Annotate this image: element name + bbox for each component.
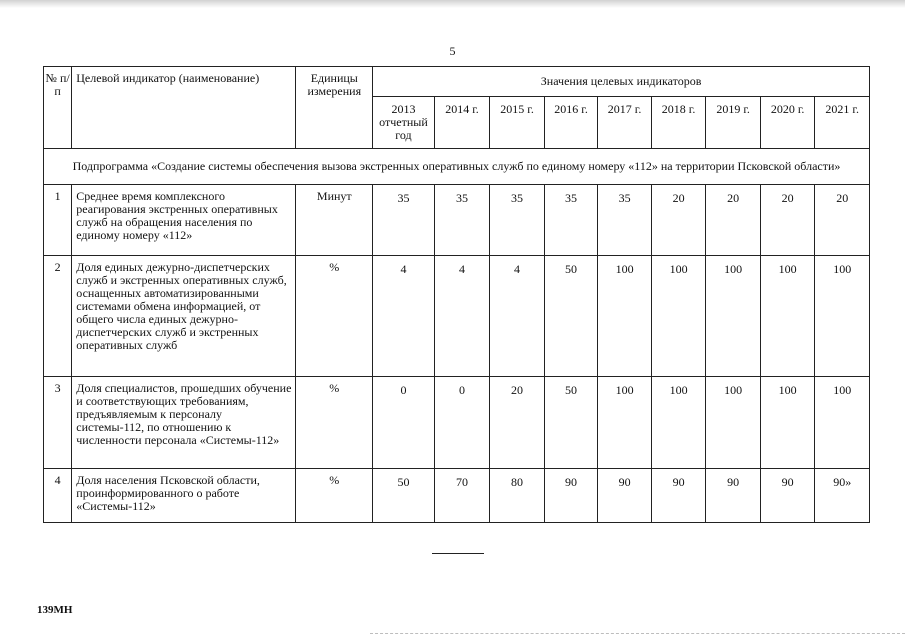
row-value: 100 — [651, 377, 706, 469]
row-value: 20 — [651, 185, 706, 256]
header-year: 2019 г. — [706, 97, 761, 149]
header-values-group: Значения целевых индикаторов — [373, 67, 870, 97]
header-num: № п/п — [44, 67, 72, 149]
row-value: 20 — [760, 185, 815, 256]
document-code: 139МН — [37, 604, 73, 616]
page-number: 5 — [449, 44, 456, 58]
header-year: 2016 г. — [544, 97, 598, 149]
row-unit: % — [296, 256, 373, 377]
header-year: 2021 г. — [815, 97, 870, 149]
header-year: 2015 г. — [490, 97, 545, 149]
header-year: 2017 г. — [598, 97, 652, 149]
row-unit: % — [296, 377, 373, 469]
scan-edge-top — [0, 0, 905, 8]
row-value: 100 — [815, 256, 870, 377]
closing-rule — [432, 553, 484, 554]
scan-edge-bottom — [370, 633, 905, 634]
row-value: 100 — [598, 377, 652, 469]
row-value: 4 — [373, 256, 435, 377]
table-row — [44, 256, 870, 377]
row-value: 35 — [434, 185, 490, 256]
header-row-top — [44, 67, 870, 97]
row-indicator-name: Доля единых дежурно-диспетчерских служб и экстренных оперативных служб, оснащенных автоматизированными системами обмена информацией, от общего числа единых дежурно-диспетчерских служб и экстренных оперативных служб — [72, 256, 296, 377]
row-value: 70 — [434, 469, 490, 523]
row-value: 90» — [815, 469, 870, 523]
row-value: 80 — [490, 469, 545, 523]
row-value: 100 — [760, 256, 815, 377]
subprogram-title: Подпрограмма «Создание системы обеспечения вызова экстренных оперативных служб по единому номеру «112» на территории Псковской области» — [44, 149, 870, 185]
row-value: 100 — [706, 256, 761, 377]
row-value: 90 — [760, 469, 815, 523]
row-value: 100 — [760, 377, 815, 469]
table-row — [44, 377, 870, 469]
row-num: 3 — [44, 377, 72, 469]
row-indicator-name: Среднее время комплексного реагирования экстренных оперативных служб на обращения населения по единому номеру «112» — [72, 185, 296, 256]
row-value: 20 — [490, 377, 545, 469]
row-value: 90 — [544, 469, 598, 523]
row-value: 50 — [544, 256, 598, 377]
row-value: 90 — [598, 469, 652, 523]
row-num: 1 — [44, 185, 72, 256]
row-value: 50 — [373, 469, 435, 523]
row-value: 35 — [490, 185, 545, 256]
header-unit: Единицы измерения — [296, 67, 373, 149]
target-indicators-table — [43, 66, 870, 523]
table-row — [44, 185, 870, 256]
row-unit: Минут — [296, 185, 373, 256]
header-indicator: Целевой индикатор (наименование) — [72, 67, 296, 149]
row-value: 0 — [434, 377, 490, 469]
row-unit: % — [296, 469, 373, 523]
row-indicator-name: Доля специалистов, прошедших обучение и соответствующих требованиям, предъявляемым к персоналу системы-112, по отношению к численности персонала «Системы-112» — [72, 377, 296, 469]
row-value: 100 — [815, 377, 870, 469]
row-value: 100 — [706, 377, 761, 469]
row-value: 35 — [598, 185, 652, 256]
row-value: 50 — [544, 377, 598, 469]
header-year: 2020 г. — [760, 97, 815, 149]
row-value: 35 — [373, 185, 435, 256]
row-num: 2 — [44, 256, 72, 377]
header-year: 2013 отчетный год — [373, 97, 435, 149]
row-value: 90 — [651, 469, 706, 523]
header-year: 2018 г. — [651, 97, 706, 149]
row-num: 4 — [44, 469, 72, 523]
row-value: 90 — [706, 469, 761, 523]
row-value: 20 — [815, 185, 870, 256]
row-indicator-name: Доля населения Псковской области, проинформированного о работе «Системы-112» — [72, 469, 296, 523]
row-value: 4 — [434, 256, 490, 377]
row-value: 4 — [490, 256, 545, 377]
header-year: 2014 г. — [434, 97, 490, 149]
row-value: 100 — [651, 256, 706, 377]
row-value: 35 — [544, 185, 598, 256]
subprogram-row — [44, 149, 870, 185]
table-row — [44, 469, 870, 523]
row-value: 0 — [373, 377, 435, 469]
row-value: 100 — [598, 256, 652, 377]
row-value: 20 — [706, 185, 761, 256]
